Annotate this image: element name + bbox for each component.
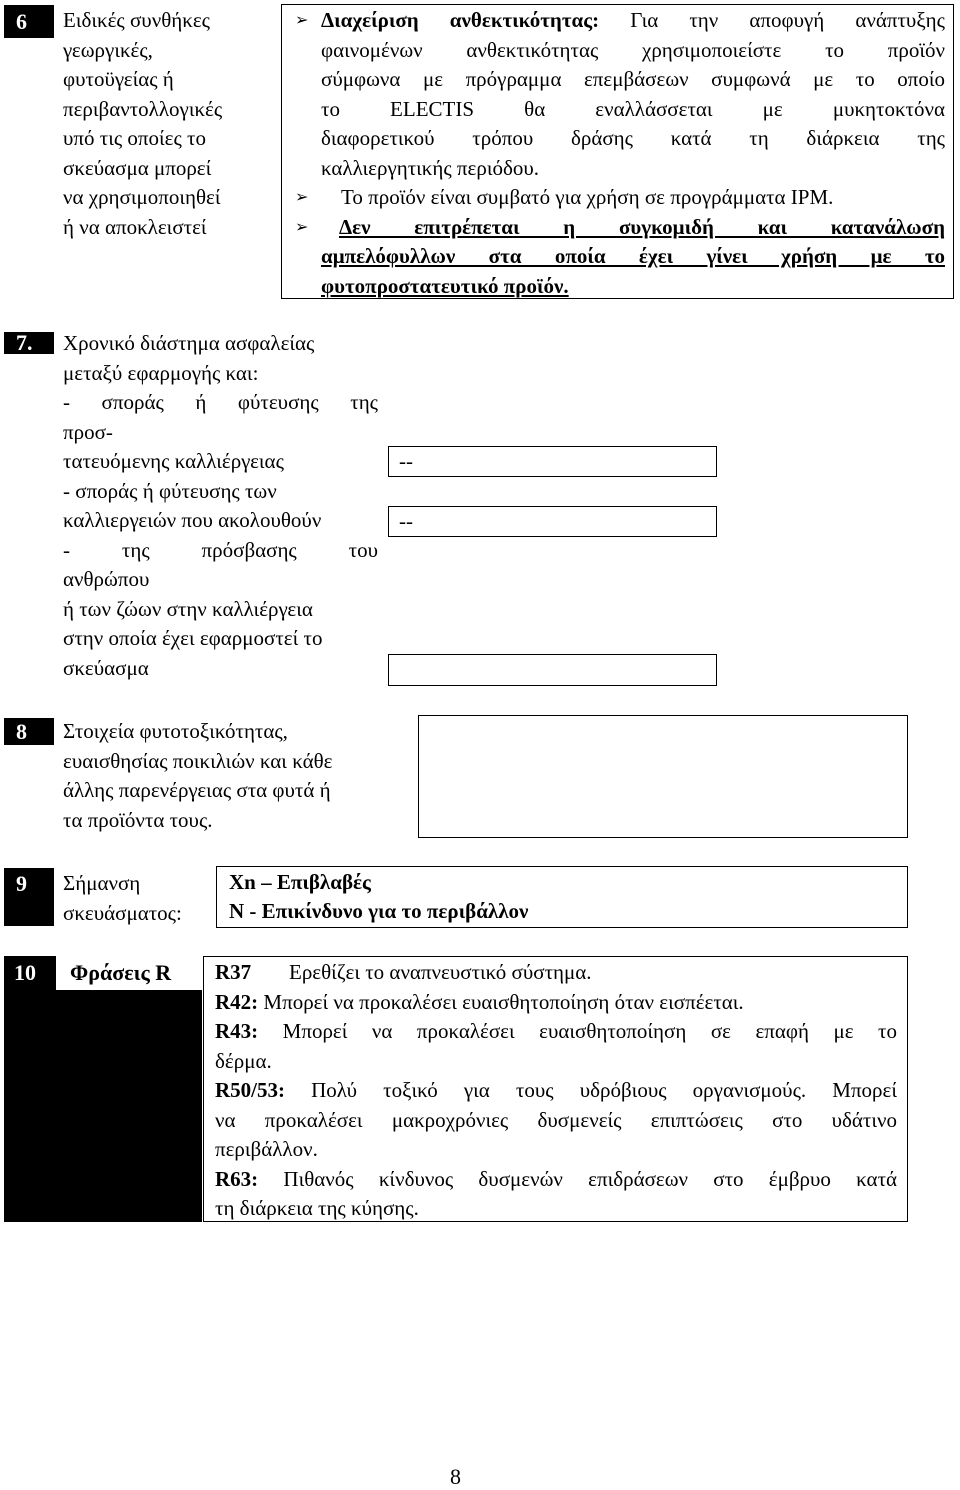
section-number-7: 7. bbox=[4, 332, 54, 354]
section-6-label bbox=[63, 6, 263, 242]
r42-text: Μπορεί να προκαλέσει ευαισθητοποίηση όταν εισπέεται. bbox=[263, 989, 744, 1014]
r42-line bbox=[215, 988, 897, 1018]
resistance-heading: Διαχείριση ανθεκτικότητας: bbox=[321, 8, 600, 32]
phi-crop-value: -- bbox=[399, 449, 413, 473]
label-line: ή των ζώων στην καλλιέργεια bbox=[63, 596, 313, 621]
r63-line bbox=[215, 1165, 897, 1195]
phytotoxicity-value-box bbox=[418, 715, 908, 838]
ipm-compat-text: Το προϊόν είναι συμβατό για χρήση σε προγράμματα IPM. bbox=[341, 185, 834, 209]
label-line: σκεύασμα μπορεί bbox=[63, 155, 212, 180]
label-line: τα προϊόντα τους. bbox=[63, 807, 213, 832]
r42-code: R42: bbox=[215, 989, 259, 1014]
label-line: ή να αποκλειστεί bbox=[63, 214, 207, 239]
label-line: προσ- bbox=[63, 419, 113, 444]
label-line: Χρονικό διάστημα ασφαλείας bbox=[63, 331, 315, 355]
phi-following-value: -- bbox=[399, 509, 413, 533]
resistance-line: διαφορετικού τρόπου δράσης κατά τη διάρκεια της bbox=[321, 126, 945, 150]
r63-code: R63: bbox=[215, 1166, 259, 1191]
r37-text: Ερεθίζει το αναπνευστικό σύστημα. bbox=[289, 960, 592, 984]
page-number: 8 bbox=[450, 1464, 461, 1489]
label-line: να χρησιμοποιηθεί bbox=[63, 185, 221, 209]
label-line: Σήμανση bbox=[63, 871, 141, 895]
label-line: Στοιχεία φυτοτοξικότητας, bbox=[63, 719, 288, 743]
labeling-value-box bbox=[216, 866, 908, 928]
label-line: φυτοϋγείας ή bbox=[63, 67, 174, 91]
section-6-content bbox=[285, 6, 945, 301]
section-7-label bbox=[63, 329, 378, 683]
r50-line bbox=[215, 1076, 897, 1106]
phi-following-crops-value-box bbox=[388, 506, 717, 537]
bullet-arrow-icon: ➢ bbox=[295, 12, 309, 29]
r43-code: R43: bbox=[215, 1019, 259, 1043]
resistance-line bbox=[321, 6, 945, 36]
harvest-warning-line: φυτοπροστατευτικό προϊόν. bbox=[321, 273, 569, 298]
label-line: στην οποία έχει εφαρμοστεί το bbox=[63, 626, 323, 650]
label-line: ανθρώπου bbox=[63, 567, 150, 591]
r37-code: R37 bbox=[215, 960, 252, 984]
reentry-value-box bbox=[388, 654, 717, 686]
label-line: - της πρόσβασης του bbox=[63, 537, 378, 562]
r50-text: Πολύ τοξικό για τους υδρόβιους οργανισμούς. Μπορεί bbox=[311, 1078, 897, 1102]
resistance-line: σύμφωνα με πρόγραμμα επεμβάσεων συμφωνά με το οποίο bbox=[321, 67, 945, 91]
r43-line: δέρμα. bbox=[215, 1048, 272, 1073]
label-line: - σποράς ή φύτευσης των bbox=[63, 478, 277, 503]
label-line: υπό τις οποίες το bbox=[63, 126, 206, 150]
r63-line: τη διάρκεια της κύησης. bbox=[215, 1196, 419, 1220]
hazard-n: N - Επικίνδυνο για το περιβάλλον bbox=[229, 899, 529, 923]
section-number-8: 8 bbox=[4, 718, 54, 745]
label-line: μεταξύ εφαρμογής και: bbox=[63, 360, 259, 385]
section-8-label bbox=[63, 717, 403, 835]
bullet-arrow-icon: ➢ bbox=[295, 218, 309, 236]
hazard-xn: Xn – Επιβλαβές bbox=[229, 870, 371, 894]
r50-line: περιβάλλον. bbox=[215, 1137, 318, 1161]
label-line: γεωργικές, bbox=[63, 37, 153, 62]
label-line: ευαισθησίας ποικιλιών και κάθε bbox=[63, 748, 333, 773]
bullet-arrow-icon: ➢ bbox=[295, 189, 309, 206]
r43-text: Μπορεί να προκαλέσει ευαισθητοποίηση σε επαφή με το bbox=[282, 1019, 897, 1043]
phi-crop-value-box bbox=[388, 446, 717, 477]
section-9-label bbox=[63, 869, 213, 928]
label-line: - σποράς ή φύτευσης της bbox=[63, 390, 378, 414]
r50-line: να προκαλέσει μακροχρόνιες δυσμενείς επιπτώσεις στο υδάτινο bbox=[215, 1107, 897, 1132]
section-number-6: 6 bbox=[4, 5, 54, 38]
label-line: άλλης παρενέργειας στα φυτά ή bbox=[63, 778, 331, 802]
r63-text: Πιθανός κίνδυνος δυσμενών επιδράσεων στο έμβρυο κατά bbox=[283, 1166, 898, 1191]
resistance-line: το ELECTIS θα εναλλάσσεται με μυκητοκτόνα bbox=[321, 96, 945, 121]
section-number-10: 10 bbox=[14, 960, 36, 985]
resistance-text: Για την αποφυγή ανάπτυξης bbox=[630, 8, 945, 32]
label-line: σκεύασμα bbox=[63, 655, 149, 680]
section-10-label: Φράσεις R bbox=[70, 960, 172, 985]
harvest-warning-line: Δεν επιτρέπεται η συγκομιδή και κατανάλωση bbox=[339, 214, 945, 239]
r-phrases-content bbox=[215, 958, 897, 1224]
label-line: καλλιεργειών που ακολουθούν bbox=[63, 508, 322, 532]
r43-line bbox=[215, 1017, 897, 1047]
harvest-warning-line: αμπελόφυλλων στα οποία έχει γίνει χρήση με το bbox=[321, 244, 945, 268]
section-number-9: 9 bbox=[4, 868, 54, 926]
r37-line bbox=[215, 958, 897, 988]
resistance-line: καλλιεργητικής περιόδου. bbox=[321, 155, 540, 180]
label-line: Ειδικές συνθήκες bbox=[63, 8, 210, 32]
label-line: περιβαντολλογικές bbox=[63, 96, 223, 121]
section-10-left-block bbox=[4, 956, 202, 1222]
r50-code: R50/53: bbox=[215, 1078, 285, 1102]
label-line: τατευόμενης καλλιέργειας bbox=[63, 449, 284, 473]
label-line: σκευάσματος: bbox=[63, 900, 182, 925]
resistance-line: φαινομένων ανθεκτικότητας χρησιμοποιείστε το προϊόν bbox=[321, 37, 945, 62]
